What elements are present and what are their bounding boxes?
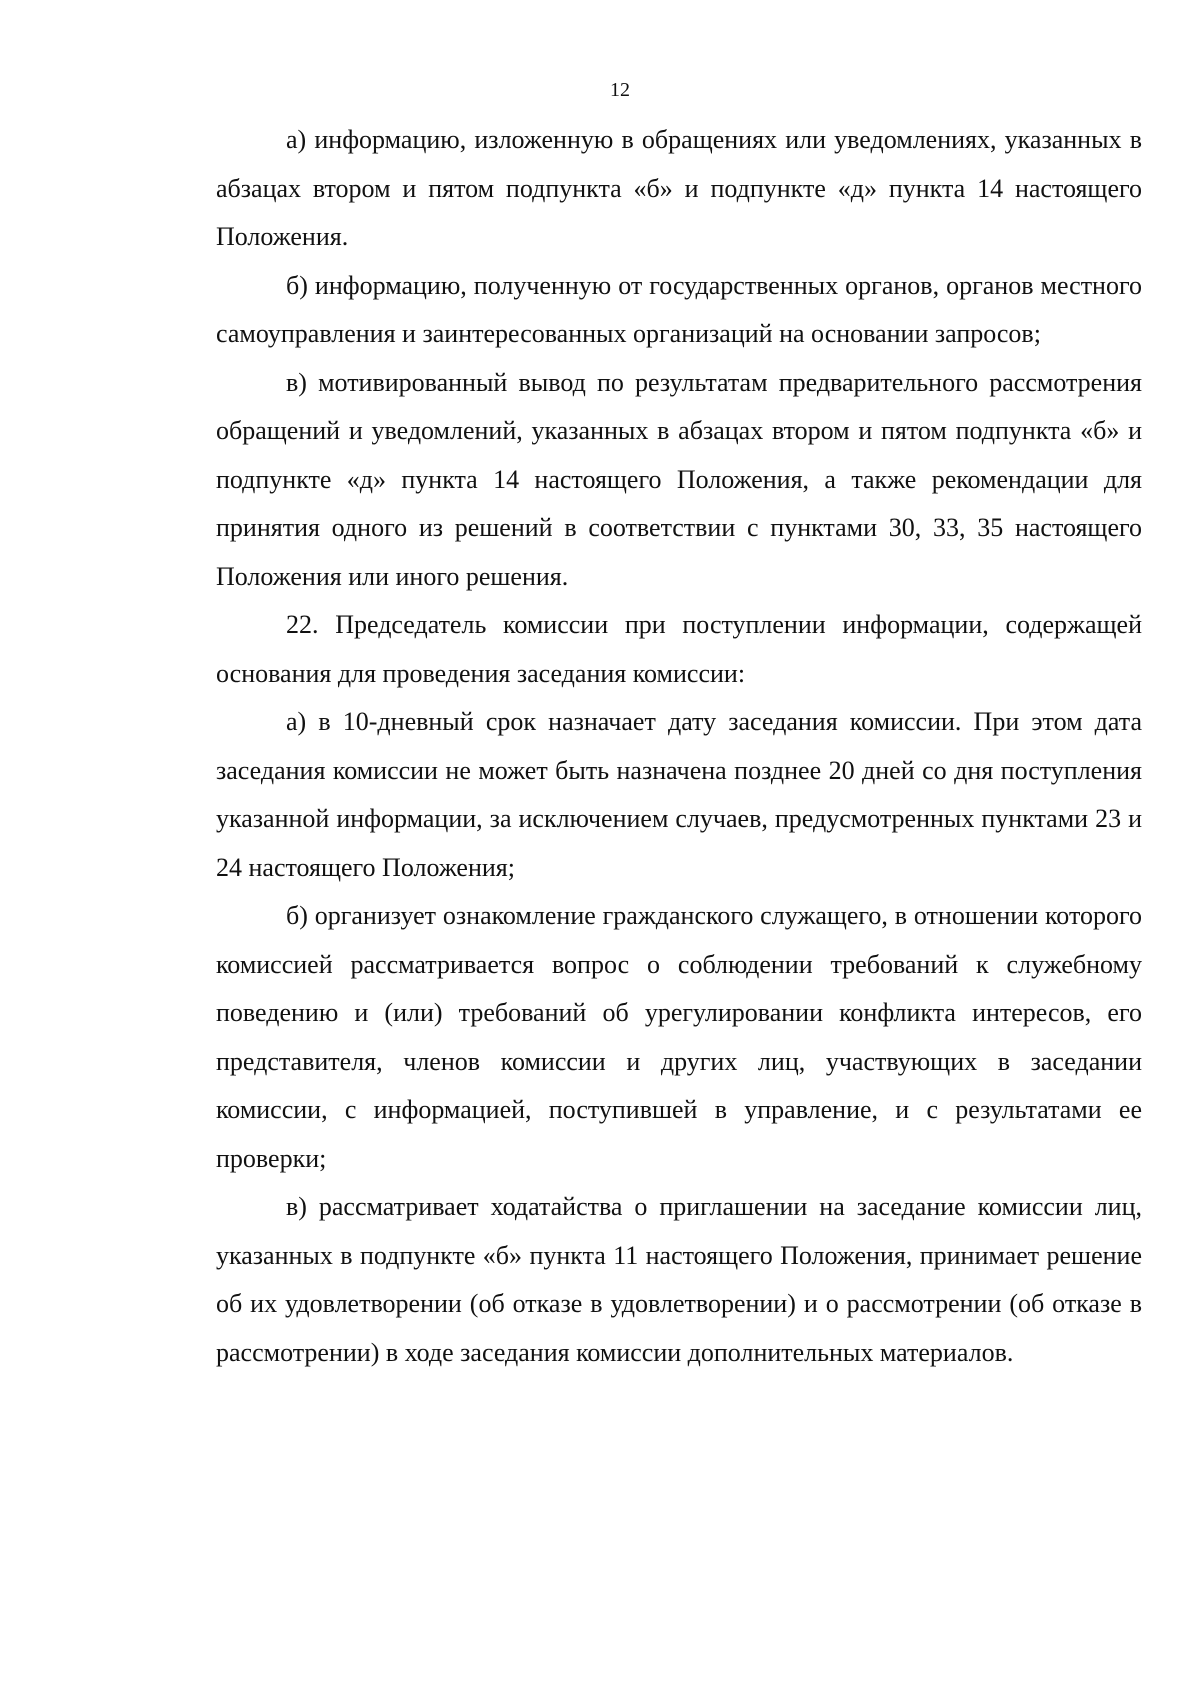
paragraph-21v: в) мотивированный вывод по результатам предварительного рассмотрения обращений и уведомлений, указанных в абзацах втором и пятом подпункта «б» и подпункте «д» пункта 14 настоящего Положения, а также рекомендации для принятия одного из решений в соответствии с пунктами 30, 33, 35 настоящего Положения или иного решения.	[216, 367, 1142, 591]
paragraph-22b: б) организует ознакомление гражданского служащего, в отношении которого комиссией рассматривается вопрос о соблюдении требований к служебному поведению и (или) требований об урегулировании конфликта интересов, его представителя, членов комиссии и других лиц, участвующих в заседании комиссии, с информацией, поступившей в управление, и с результатами ее проверки;	[216, 901, 1142, 1173]
paragraph-21a: а) информацию, изложенную в обращениях или уведомлениях, указанных в абзацах втором и пятом подпункта «б» и подпункте «д» пункта 14 настоящего Положения.	[216, 125, 1142, 251]
page-number: 12	[610, 79, 630, 101]
paragraph-21b: б) информацию, полученную от государственных органов, органов местного самоуправления и заинтересованных организаций на основании запросов;	[216, 270, 1142, 348]
paragraph-22v: в) рассматривает ходатайства о приглашении на заседание комиссии лиц, указанных в подпункте «б» пункта 11 настоящего Положения, принимает решение об их удовлетворении (об отказе в удовлетворении) и о рассмотрении (об отказе в рассмотрении) в ходе заседания комиссии дополнительных материалов.	[216, 1192, 1142, 1367]
paragraph-22a: а) в 10-дневный срок назначает дату заседания комиссии. При этом дата заседания комиссии не может быть назначена позднее 20 дней со дня поступления указанной информации, за исключением случаев, предусмотренных пунктами 23 и 24 настоящего Положения;	[216, 707, 1142, 882]
document-body	[216, 116, 1142, 1377]
paragraph-22: 22. Председатель комиссии при поступлении информации, содержащей основания для проведения заседания комиссии:	[216, 610, 1142, 688]
